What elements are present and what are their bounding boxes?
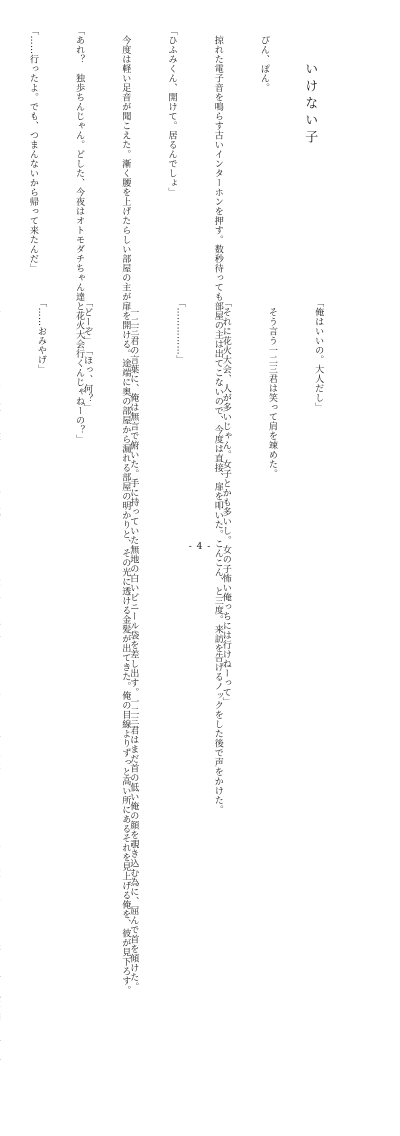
story-title: いけない子 (302, 62, 318, 147)
page-number: - 4 - (188, 542, 212, 552)
title-column (302, 26, 317, 274)
paragraph (0, 298, 2, 550)
paragraph: 一二三君の言葉に、俺は無言で俯いた。手に持っていた無地の白いビニール袋を差し出す。一二三君はまだ首の低い俺の顔を覗き込む為に、屈んで首を傾けた。 (128, 298, 139, 992)
paragraph: 「……行ったよ。でも、つまんないから帰って来たんだ」 (27, 26, 38, 273)
paragraph: ぴん、ぽん。 (258, 26, 269, 93)
paragraph: 「ひふみくん、開けて。居るんでしょ」 (166, 26, 177, 197)
paragraph: そう言う一二三君は笑って肩を竦めた。 (266, 298, 277, 479)
paragraph: 掠れた電子音を鳴らす古いインターホンを押す。数秒待っても部屋の主は出てこないので、今度は直接、扉を叩いた。こんこん、と三度。来訪を告げるノックをした後で声をかけた。 (212, 26, 223, 815)
paragraph: 「それに花火大会、人が多いじゃん。女子とかも多いし。女の子怖い俺っちには行けねーって」 (220, 298, 231, 707)
paragraph: 「あれ？ 独歩ちんじゃん。どした、今夜はオトモダチちゃん達と花火大会行くんじゃねーの？」 (74, 26, 85, 444)
paragraph: 「……………」 (174, 298, 185, 365)
paragraph: 「……おみやげ」 (35, 298, 46, 374)
paragraph: 「俺はいいの。大人だし」 (313, 298, 324, 412)
paragraph: 「どーぞ」 「ほっ、何？」 (82, 298, 93, 413)
paragraph: 今度は軽い足音が聞こえた。漸く腰を上げたらしい部屋の主が扉を開ける。途端に奥の部屋から漏れる部屋の明かりと、その光に透ける金髪が出てきた。俺の目線よりずっと高い所にあるそれを見上げる俺を、彼が見下ろす。 (120, 26, 131, 995)
